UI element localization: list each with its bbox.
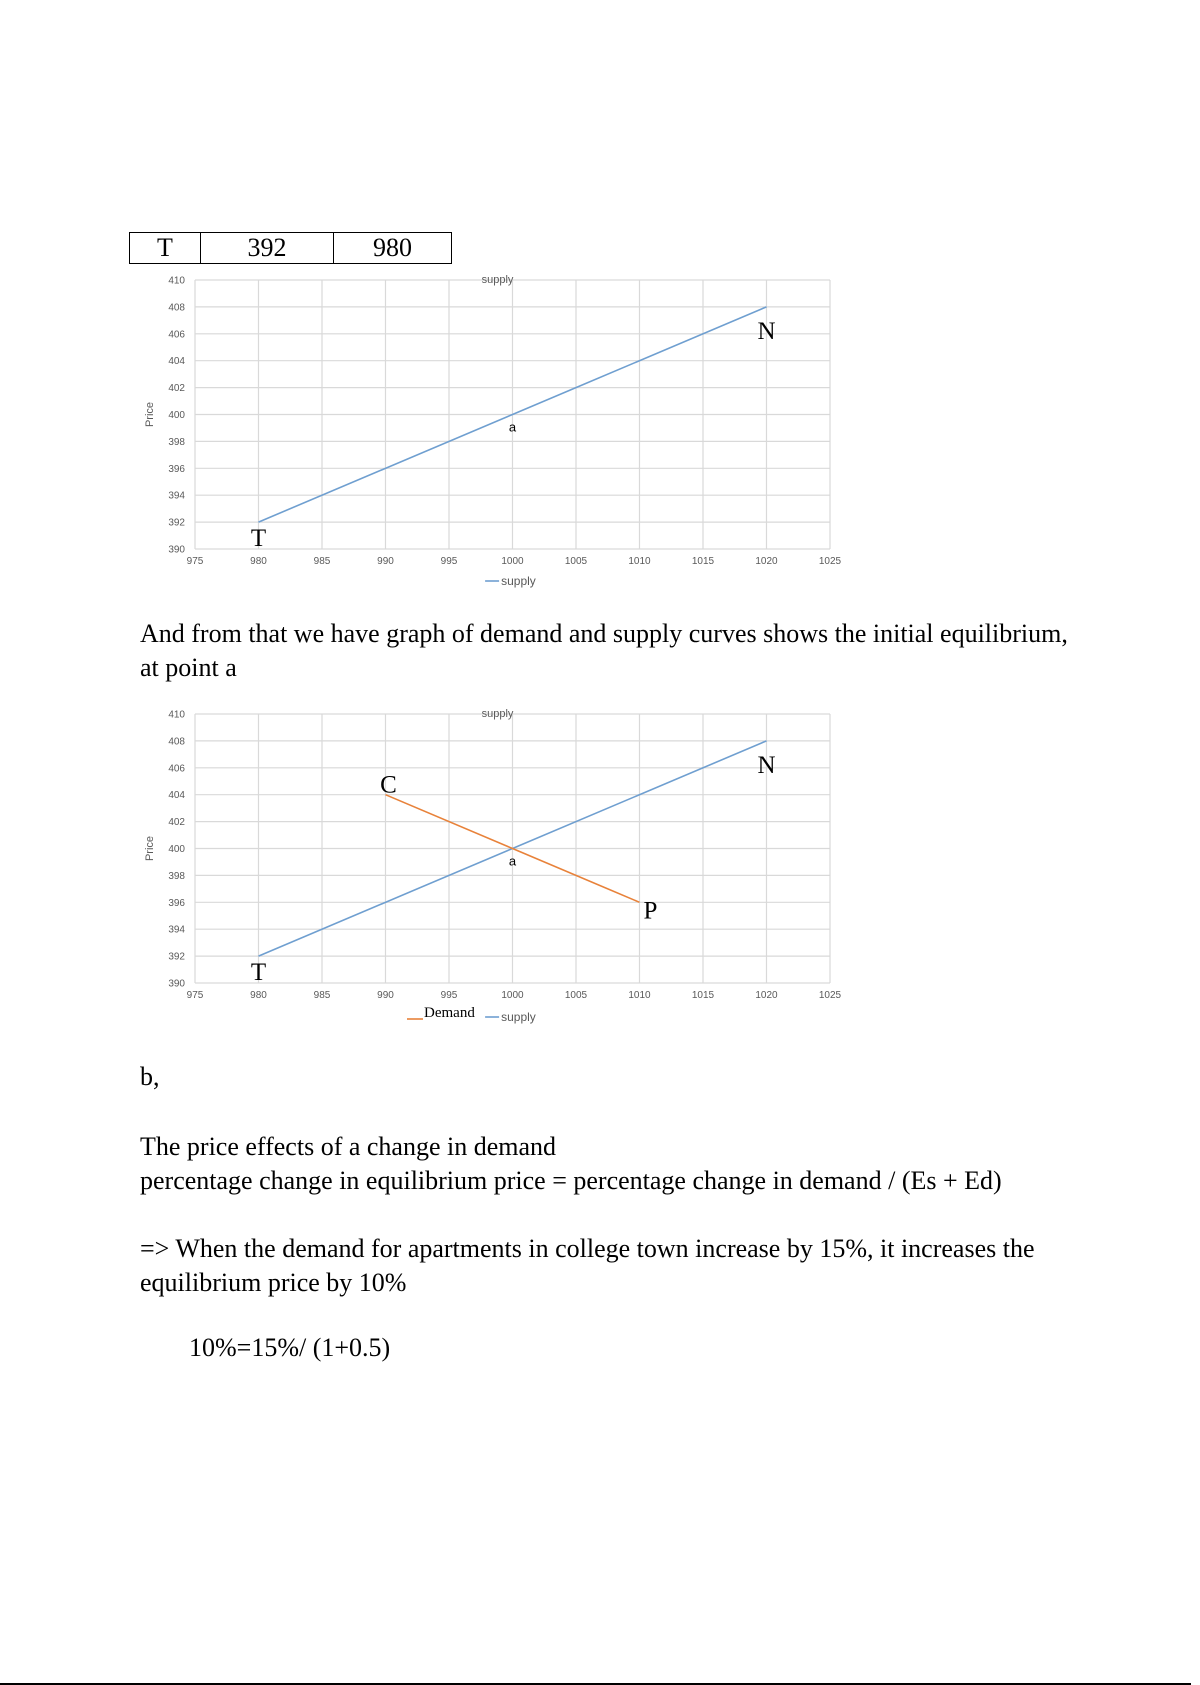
point-label-t: T: [250, 525, 267, 553]
chart-title: supply: [481, 708, 514, 720]
y-axis-title: Price: [144, 835, 156, 862]
chart-svg: [140, 706, 860, 1024]
x-tick-label: 1005: [564, 556, 588, 567]
y-tick-label: 396: [168, 897, 185, 909]
point-label-n: N: [757, 317, 776, 345]
y-tick-label: 390: [168, 544, 185, 556]
y-tick-label: 400: [168, 844, 185, 855]
part-b-label: b,: [140, 1062, 160, 1091]
y-tick-label: 398: [168, 436, 185, 448]
x-tick-label: 1010: [628, 556, 651, 567]
y-tick-label: 404: [168, 790, 185, 802]
point-label-a: a: [508, 419, 517, 435]
table-cell-price: 392: [201, 233, 334, 264]
x-tick-label: 980: [250, 556, 267, 567]
x-tick-label: 1005: [564, 990, 588, 1001]
x-tick-label: 985: [313, 556, 331, 567]
x-tick-label: 1000: [501, 556, 524, 567]
y-axis-title: Price: [144, 401, 156, 428]
x-tick-label: 980: [250, 990, 267, 1001]
y-tick-label: 392: [168, 517, 185, 529]
y-tick-label: 406: [168, 763, 185, 775]
y-tick-label: 392: [168, 951, 185, 963]
x-tick-label: 975: [186, 990, 204, 1001]
x-tick-label: 990: [377, 556, 394, 567]
supply-chart: [140, 272, 860, 588]
paragraph-price-effects-formula: percentage change in equilibrium price = percentage change in demand / (Es + Ed): [140, 1166, 1002, 1195]
y-tick-label: 408: [168, 302, 185, 314]
point-label-a: a: [508, 853, 517, 869]
formula: 10%=15%/ (1+0.5): [189, 1333, 391, 1362]
point-label-p: P: [643, 897, 658, 925]
point-label-c: C: [380, 771, 397, 799]
y-tick-label: 406: [168, 329, 185, 341]
table-row: [130, 233, 452, 264]
paragraph-price-effects-title: The price effects of a change in demand: [140, 1132, 557, 1161]
x-tick-label: 1015: [691, 990, 715, 1001]
x-tick-label: 985: [313, 990, 331, 1001]
legend-label: supply: [501, 574, 536, 588]
table-cell-label: T: [130, 233, 201, 264]
x-tick-label: 1020: [755, 990, 778, 1001]
legend: [485, 574, 536, 588]
x-tick-label: 975: [186, 556, 204, 567]
y-tick-label: 396: [168, 463, 185, 475]
x-tick-label: 1010: [628, 990, 651, 1001]
data-table: [129, 232, 452, 264]
chart-title: supply: [481, 274, 514, 286]
chart-svg: [140, 272, 860, 588]
x-tick-label: 1025: [818, 556, 842, 567]
demand-supply-chart: [140, 706, 860, 1024]
y-tick-label: 410: [168, 275, 185, 287]
x-tick-label: 990: [377, 990, 394, 1001]
table-cell-quantity: 980: [334, 233, 452, 264]
legend-label: Demand: [424, 1005, 475, 1021]
x-tick-label: 1000: [501, 990, 524, 1001]
y-tick-label: 402: [168, 383, 185, 395]
point-label-t: T: [250, 959, 267, 987]
y-tick-label: 390: [168, 978, 185, 990]
y-tick-label: 402: [168, 817, 185, 829]
y-tick-label: 404: [168, 356, 185, 368]
y-tick-label: 398: [168, 870, 185, 882]
y-tick-label: 400: [168, 410, 185, 421]
y-tick-label: 394: [168, 924, 185, 936]
x-tick-label: 1015: [691, 556, 715, 567]
x-tick-label: 1020: [755, 556, 778, 567]
paragraph-demand-increase: => When the demand for apartments in college town increase by 15%, it increases the equilibrium price by 10%: [140, 1234, 1035, 1297]
paragraph-equilibrium: And from that we have graph of demand and supply curves shows the initial equilibrium, at point a: [140, 619, 1068, 682]
y-tick-label: 408: [168, 736, 185, 748]
x-tick-label: 1025: [818, 990, 842, 1001]
x-tick-label: 995: [440, 556, 458, 567]
y-tick-label: 410: [168, 709, 185, 721]
legend: [407, 1005, 536, 1024]
x-tick-label: 995: [440, 990, 458, 1001]
y-tick-label: 394: [168, 490, 185, 502]
point-label-n: N: [757, 751, 776, 779]
legend-label: supply: [501, 1010, 536, 1024]
